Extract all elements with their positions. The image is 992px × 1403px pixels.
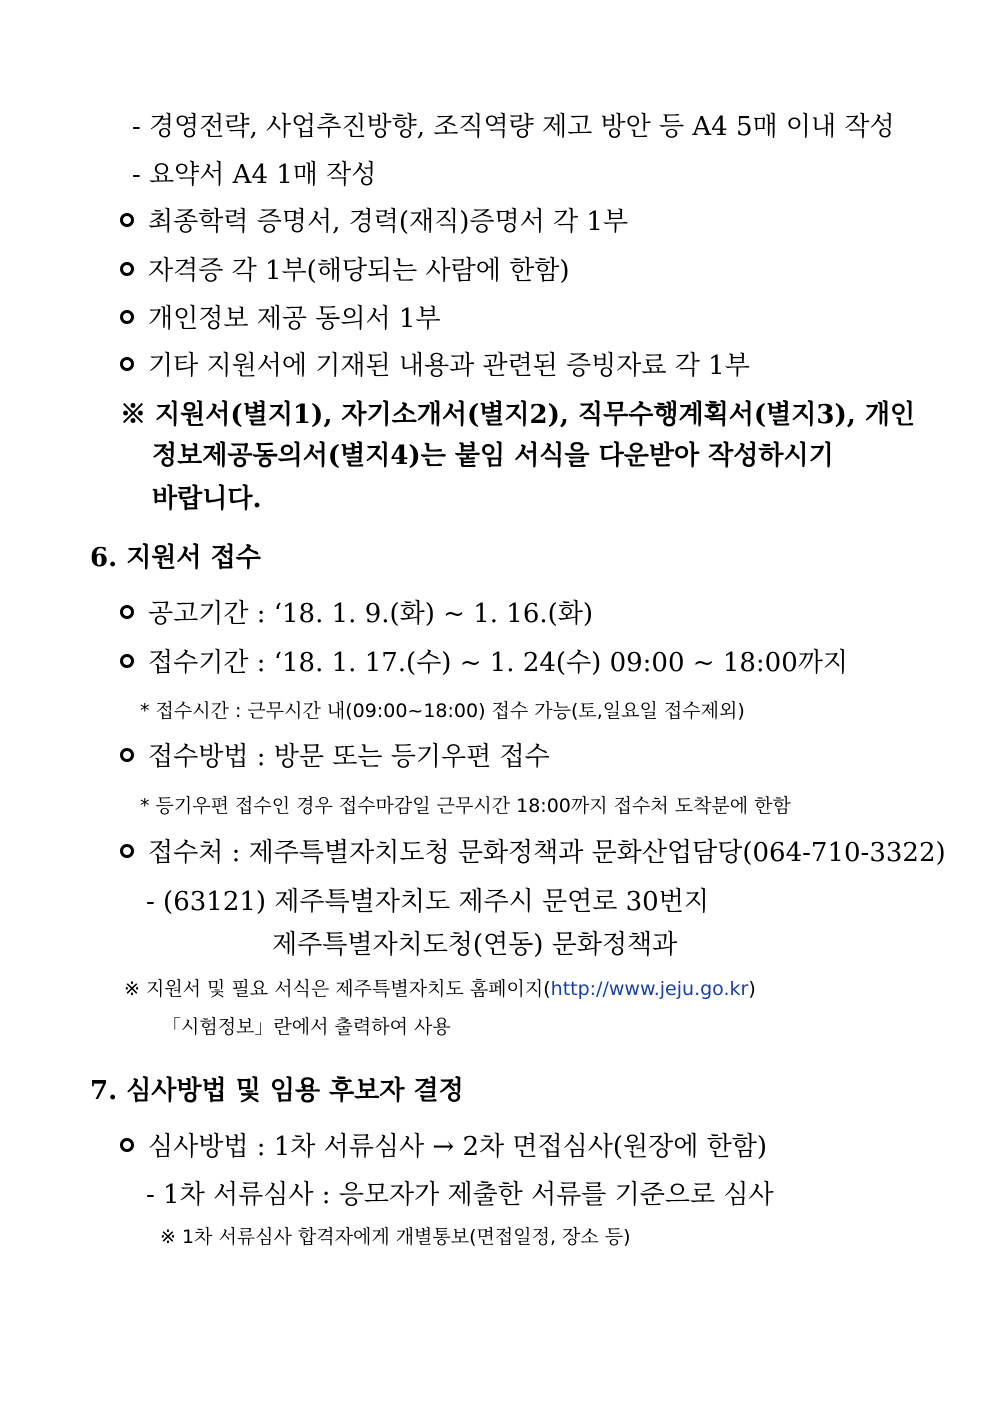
- bullet-text: 접수기간 : ‘18. 1. 17.(수) ~ 1. 24(수) 09:00 ~ 18:00까지: [148, 648, 848, 678]
- download-note-text: ※ 지원서 및 필요 서식은 제주특별자치도 홈페이지(: [124, 978, 551, 1000]
- bullet-item: [120, 601, 593, 627]
- text-line: - 요약서 A4 1매 작성: [132, 160, 377, 190]
- bullet-text: 접수처 : 제주특별자치도청 문화정책과 문화산업담당(064-710-3322): [148, 838, 946, 868]
- circle-bullet-icon: [120, 310, 134, 324]
- section-title: 6. 지원서 접수: [90, 543, 261, 573]
- circle-bullet-icon: [120, 1138, 134, 1152]
- bullet-item: [120, 650, 848, 676]
- small-note: ※ 1차 서류심사 합격자에게 개별통보(면접일정, 장소 등): [160, 1226, 631, 1248]
- bullet-text: 개인정보 제공 동의서 1부: [148, 304, 441, 334]
- circle-bullet-icon: [120, 748, 134, 762]
- section-title: 7. 심사방법 및 임용 후보자 결정: [90, 1076, 464, 1106]
- circle-bullet-icon: [120, 262, 134, 276]
- download-note: 「시험정보」란에서 출력하여 사용: [162, 1016, 451, 1038]
- bullet-item: [120, 353, 750, 379]
- circle-bullet-icon: [120, 844, 134, 858]
- homepage-link[interactable]: http://www.jeju.go.kr: [550, 978, 749, 1000]
- circle-bullet-icon: [120, 357, 134, 371]
- circle-bullet-icon: [120, 654, 134, 668]
- text-line: - 1차 서류심사 : 응모자가 제출한 서류를 기준으로 심사: [146, 1180, 774, 1210]
- bullet-text: 자격증 각 1부(해당되는 사람에 한함): [148, 256, 570, 286]
- small-note: * 접수시간 : 근무시간 내(09:00~18:00) 접수 가능(토,일요일 접수제외): [140, 700, 745, 722]
- note-line: ※ 지원서(별지1), 자기소개서(별지2), 직무수행계획서(별지3), 개인: [120, 400, 916, 430]
- small-note: * 등기우편 접수인 경우 접수마감일 근무시간 18:00까지 접수처 도착분에 한함: [140, 795, 791, 817]
- bullet-item: [120, 840, 946, 866]
- bullet-text: 공고기간 : ‘18. 1. 9.(화) ~ 1. 16.(화): [148, 599, 594, 629]
- bullet-text: 기타 지원서에 기재된 내용과 관련된 증빙자료 각 1부: [148, 351, 750, 381]
- download-note-text: ): [748, 978, 756, 1000]
- bullet-item: [120, 306, 441, 332]
- address-line: - (63121) 제주특별자치도 제주시 문연로 30번지: [146, 887, 709, 917]
- circle-bullet-icon: [120, 213, 134, 227]
- bullet-item: [120, 744, 550, 770]
- bullet-item: [120, 258, 570, 284]
- bullet-text: 접수방법 : 방문 또는 등기우편 접수: [148, 742, 550, 772]
- bullet-item: [120, 1134, 767, 1160]
- bullet-text: 최종학력 증명서, 경력(재직)증명서 각 1부: [148, 207, 629, 237]
- download-note: [124, 980, 756, 999]
- address-line: 제주특별자치도청(연동) 문화정책과: [272, 930, 678, 960]
- bullet-text: 심사방법 : 1차 서류심사 → 2차 면접심사(원장에 한함): [148, 1132, 767, 1162]
- text-line: - 경영전략, 사업추진방향, 조직역량 제고 방안 등 A4 5매 이내 작성: [132, 112, 895, 142]
- bullet-item: [120, 209, 628, 235]
- circle-bullet-icon: [120, 605, 134, 619]
- note-line: 바랍니다.: [152, 484, 262, 514]
- note-line: 정보제공동의서(별지4)는 붙임 서식을 다운받아 작성하시기: [152, 441, 834, 471]
